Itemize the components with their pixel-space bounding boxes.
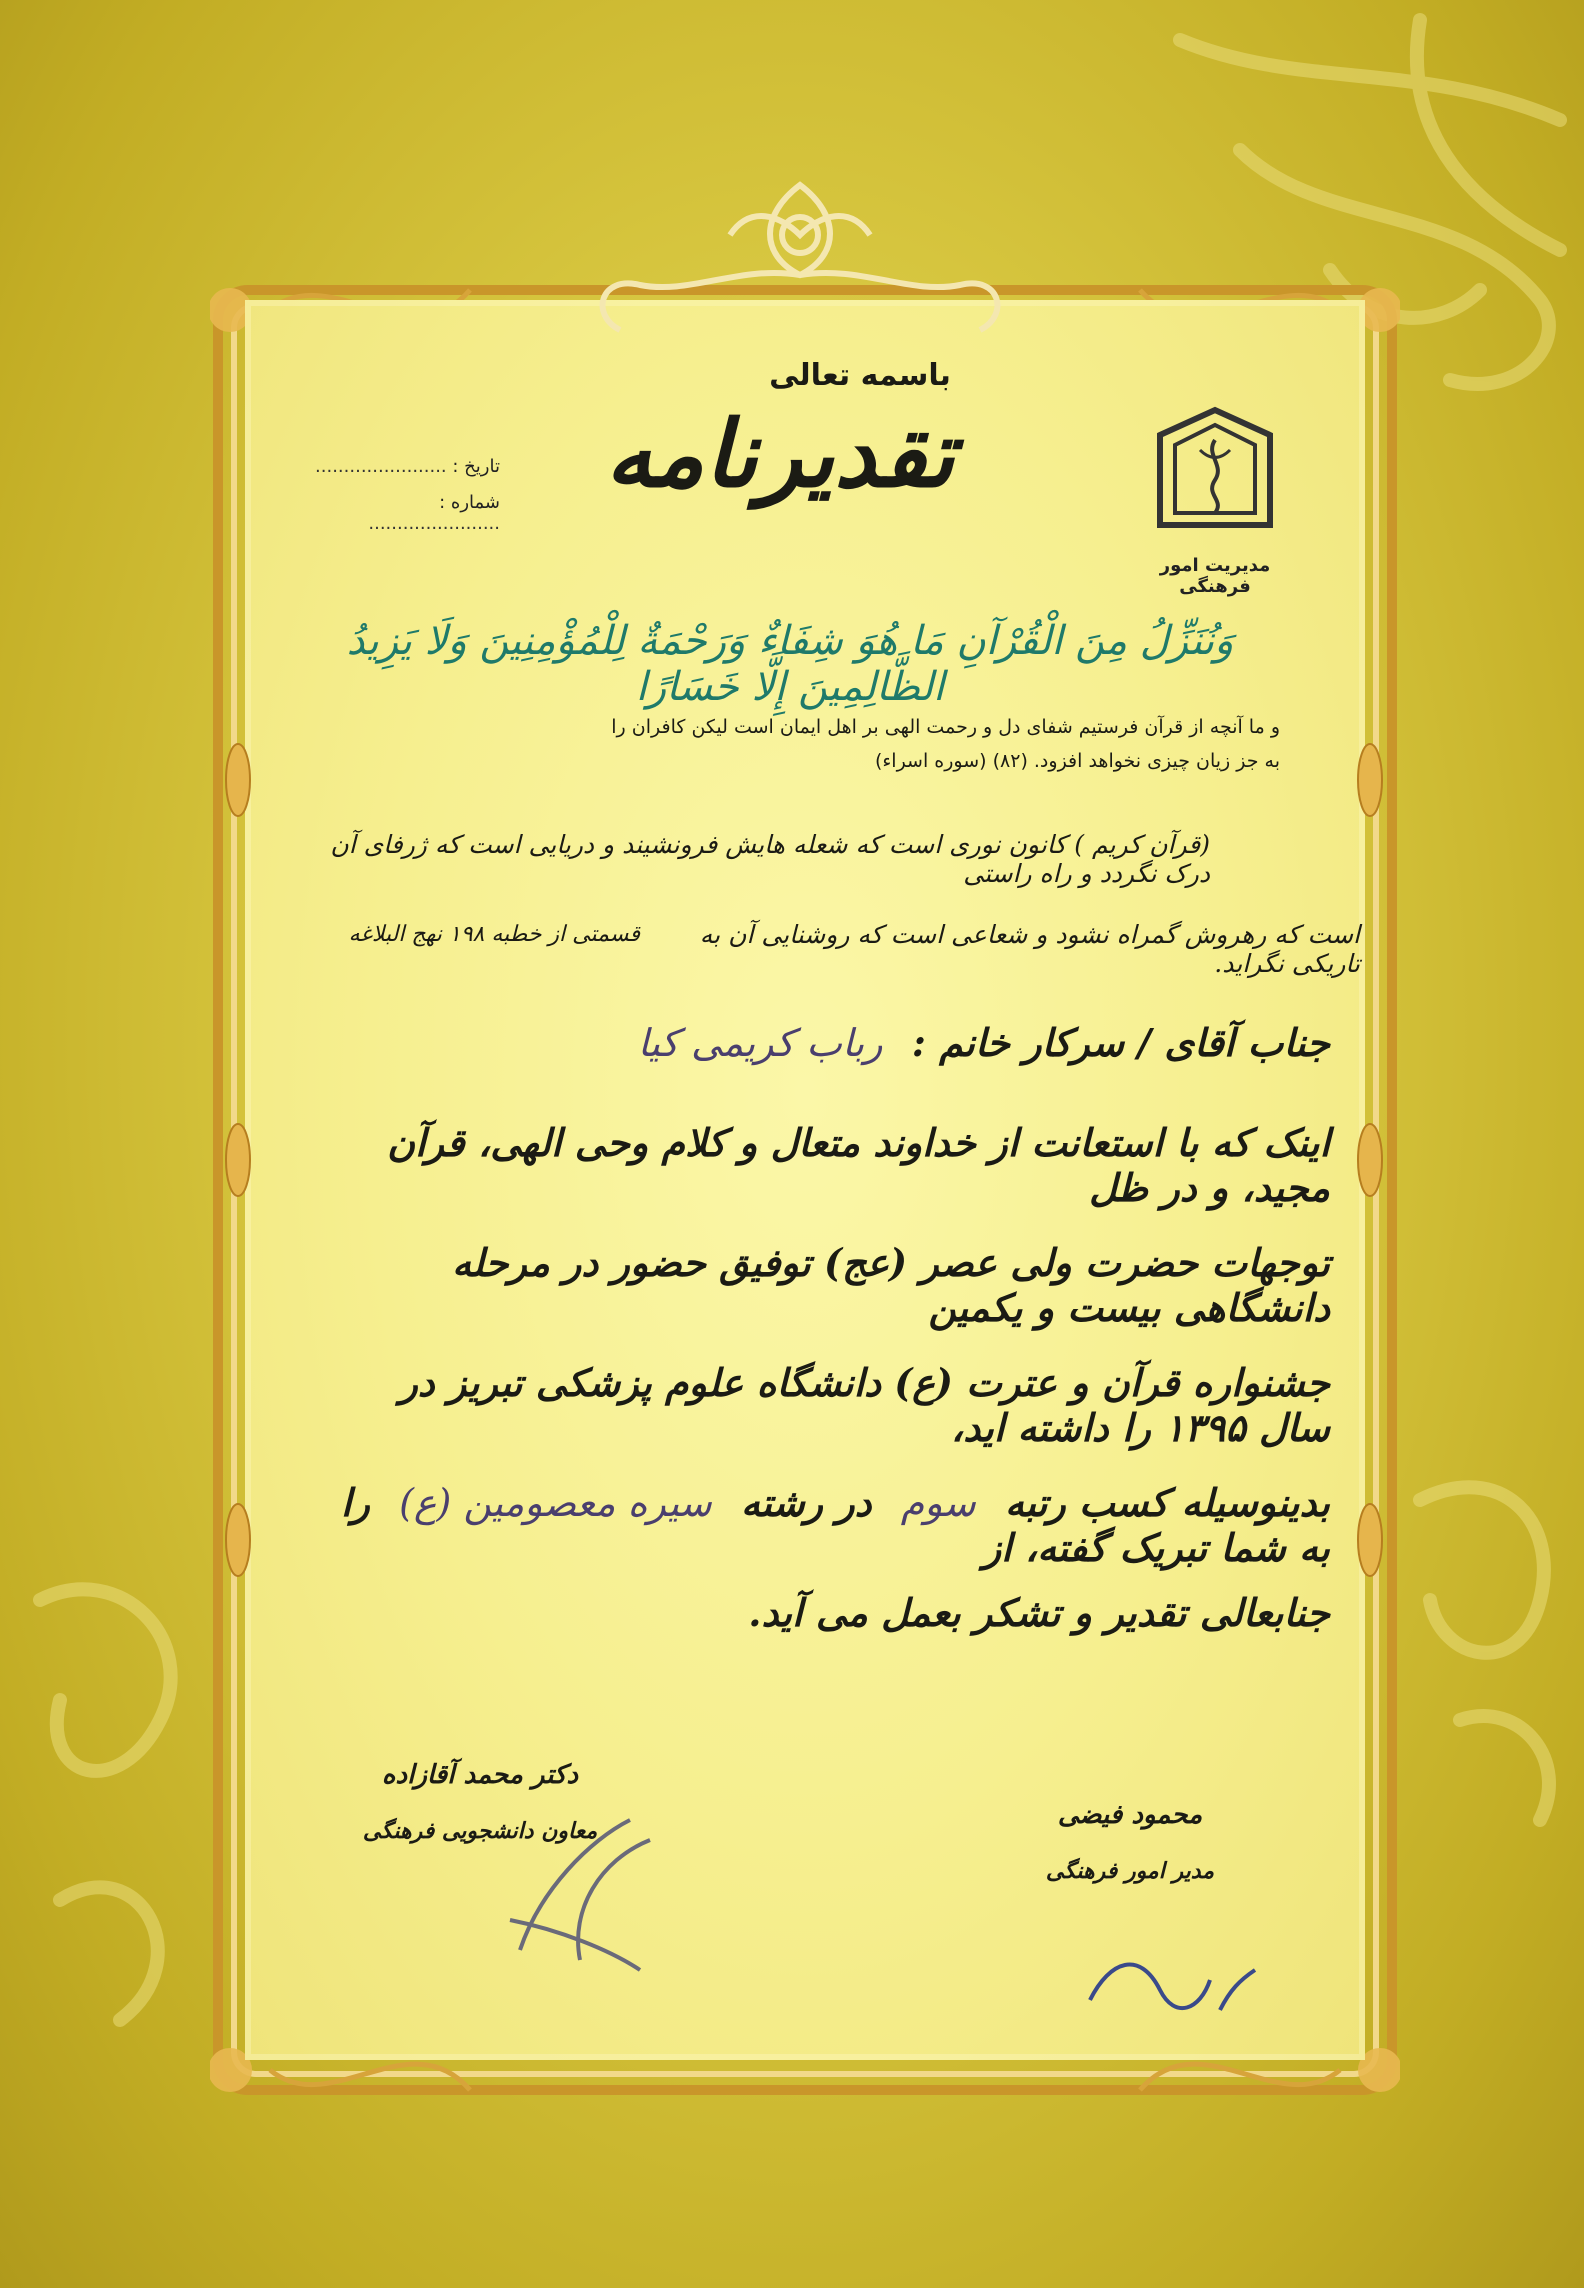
right-signature-scribble [1080, 1920, 1260, 2040]
body-line-1: اینک که با استعانت از خداوند متعال و کلام وحی الهی، قرآن مجید، و در ظل [387, 1120, 1330, 1210]
right-signer-name: محمود فیضی [1057, 1800, 1203, 1830]
quran-verse: وَنُنَزِّلُ مِنَ الْقُرْآنِ مَا هُوَ شِفَاءٌ وَرَحْمَةٌ لِلْمُؤْمِنِينَ وَلَا يَزِيدُ الظَّالِمِينَ إِلَّا خَسَارًا [346, 618, 1234, 710]
number-field [310, 492, 500, 534]
hadith-source: قسمتی از خطبه ۱۹۸ نهج البلاغه [348, 922, 640, 947]
date-field [310, 456, 500, 477]
left-signer-role: معاون دانشجویی فرهنگی [362, 1818, 598, 1844]
hadith-line-2: است که رهروش گمراه نشود و شعاعی است که روشنایی آن به تاریکی نگراید. [699, 920, 1360, 978]
top-crest-ornament [580, 175, 1020, 345]
logo-caption: مدیریت امور فرهنگی [1159, 555, 1271, 597]
body-line-5: جنابعالی تقدیر و تشکر بعمل می آید. [748, 1590, 1330, 1635]
right-signer-role: مدیر امور فرهنگی [1045, 1858, 1215, 1884]
left-border-ornament [218, 360, 258, 1960]
date-value: ....................... [315, 456, 447, 477]
page-title: تقدیرنامه [605, 400, 955, 508]
recipient-label: جناب آقای / سرکار خانم : [911, 1020, 1330, 1065]
body-line-4 [330, 1480, 1330, 1570]
recipient-line [330, 1020, 1330, 1065]
signature-block-right [1000, 1800, 1260, 1884]
date-label: تاریخ : [452, 456, 500, 477]
translation-line-2: به جز زیان چیزی نخواهد افزود. (۸۲) (سوره اسراء) [874, 750, 1280, 772]
number-value: ....................... [368, 513, 500, 534]
field-prefix: در رشته [740, 1480, 872, 1525]
line4-suffix: را به شما تبریک گفته، از [340, 1480, 1330, 1570]
left-signature-scribble [480, 1800, 680, 1980]
body-line-2: توجهات حضرت ولی عصر (عج) توفیق حضور در مرحله دانشگاهی بیست و یکمین [452, 1240, 1330, 1330]
right-border-ornament [1350, 360, 1390, 1960]
verse-translation [420, 710, 1280, 778]
body-line-3: جشنواره قرآن و عترت (ع) دانشگاه علوم پزشکی تبریز در سال ۱۳۹۵ را داشته اید، [399, 1360, 1330, 1450]
left-signer-name: دکتر محمد آقازاده [381, 1760, 579, 1790]
invocation-text: باسمه تعالی [769, 358, 951, 393]
hadith-line-1: (قرآن کریم ) کانون نوری است که شعله هایش فرونشیند و دریایی است که ژرفای آن درک نگردد و راه راستی [330, 830, 1210, 888]
translation-line-1: و ما آنچه از قرآن فرستیم شفای دل و رحمت الهی بر اهل ایمان است لیکن کافران را [611, 716, 1280, 738]
field-value: سیره معصومین (ع) [399, 1481, 712, 1525]
number-label: شماره : [439, 492, 500, 513]
rank-value: سوم [900, 1481, 976, 1525]
rank-prefix: بدینوسیله کسب رتبه [1005, 1480, 1330, 1525]
recipient-name: رباب کریمی کیا [637, 1021, 883, 1065]
